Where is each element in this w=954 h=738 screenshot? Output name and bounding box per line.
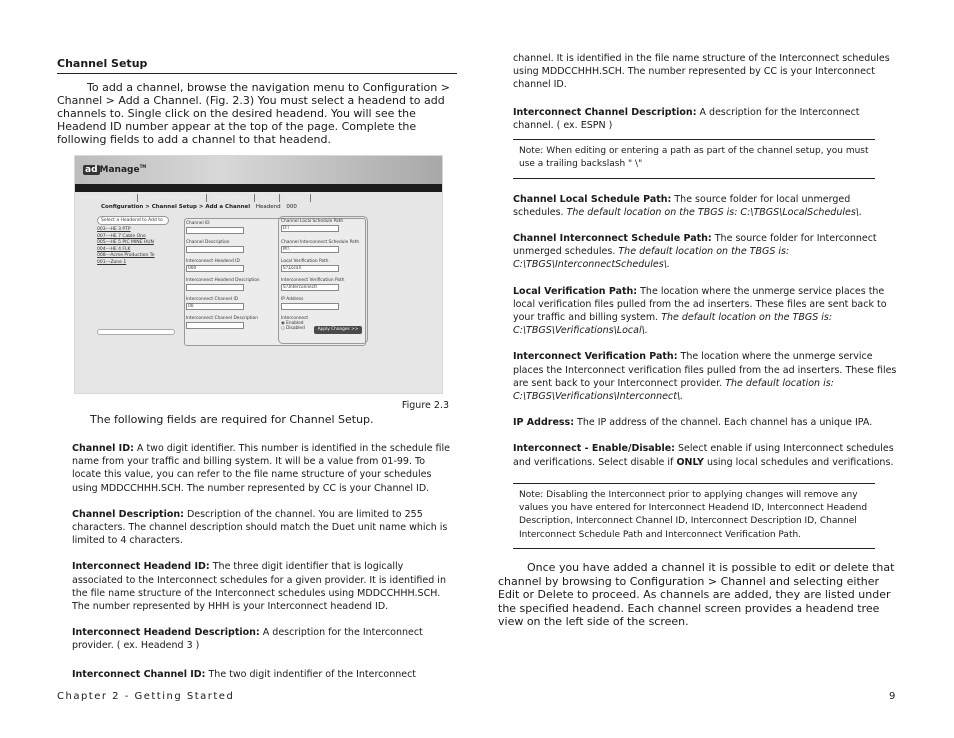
interconnect-channel-description-field[interactable]: Interconnect Channel Description [186, 316, 258, 329]
closing-paragraph: Once you have added a channel it is possible to edit or delete that channel by browsing to Configuration > Channel and selecting either Edit or Delete to proceed. As channels are added, they are listed under the specified headend. Each channel screen provides a headend tree view on the left side of the screen. [498, 561, 895, 629]
nav-item[interactable]: Alarm Management [75, 194, 138, 202]
intro-paragraph [57, 81, 457, 146]
definition-channel-id: Channel ID: A two digit identifier. This number is identified in the schedule file name from your traffic and billing system. It will be a value from 01-99. To locate this value, you can refer to the file name structure of your schedules using MDDCCHHH.SCH. The number represented by CC is your Channel ID. [72, 443, 450, 494]
nav-item[interactable]: Help [255, 194, 280, 202]
tree-node[interactable]: 003---HE 3 PTP [97, 227, 131, 232]
channel-description-field[interactable]: Channel Description [186, 240, 244, 253]
channel-id-field[interactable]: Channel ID [186, 221, 244, 234]
interconnect-headend-id-field[interactable]: Interconnect Headend ID 000 [186, 259, 244, 272]
radio-disabled[interactable]: ○ Disabled [281, 326, 305, 331]
definition-interconnect-enable-disable: Interconnect - Enable/Disable: Select enable if using Interconnect schedules and verifications. Select disable if ONLY using local schedules and verifications. [513, 443, 894, 468]
figure-caption: Figure 2.3 [401, 400, 449, 411]
ip-address-field[interactable]: IP Address [281, 297, 339, 310]
definition-interconnect-headend-description: Interconnect Headend Description: A description for the Interconnect provider. ( ex. Headend 3 ) [72, 627, 423, 652]
admanage-logo: ad Manage™ [85, 164, 147, 175]
page-number: 9 [889, 691, 896, 702]
definition-interconnect-channel-description: Interconnect Channel Description: A description for the Interconnect channel. ( ex. ESPN ) [513, 106, 860, 131]
nav-item[interactable]: Logout [280, 194, 311, 202]
figure-breadcrumb: Configuration > Channel Setup > Add a Channel Headend 000 [101, 204, 297, 210]
interconnect-channel-id-field[interactable]: Interconnect Channel ID 00 [186, 297, 244, 310]
definition-continued: channel. It is identified in the file name structure of the Interconnect schedules using MDDCCHHH.SCH. The number represented by CC is your Interconnect channel ID. [513, 53, 890, 91]
definition-local-verification-path: Local Verification Path: The location where the unmerge service places the local verification files pulled from the ad inserters. These files are sent back to your traffic and billing system. The default location on the TBGS is: C:\TBGS\Verifications\Local\. [513, 285, 887, 337]
figure-nav-bar [75, 184, 442, 201]
apply-changes-button[interactable]: Apply Changes >> [314, 326, 362, 334]
definition-channel-local-schedule-path: Channel Local Schedule Path: The source folder for local unmerged schedules. The default location on the TBGS is: C:\TBGS\LocalSchedules\. [513, 193, 862, 218]
radio-enabled[interactable]: ◉ Enabled [281, 321, 304, 326]
intro-text: To add a channel, browse the navigation menu to Configuration > Channel > Add a Channel. (Fig. 2.3) You must select a headend to add channels to. Single click on the desired headend. You will see the Headend ID number appear at the top of the page. Complete the following fields to add a channel to that headend. [57, 81, 450, 146]
tree-scrollbar[interactable] [97, 329, 175, 335]
definition-interconnect-channel-id: Interconnect Channel ID: The two digit indentifier of the Interconnect [72, 668, 417, 680]
local-verification-path-field[interactable]: Local Verification Path S:\Local\ [281, 259, 339, 272]
figure-screenshot [74, 155, 443, 394]
section-title: Channel Setup [57, 52, 457, 74]
left-column [57, 52, 457, 681]
tree-node[interactable]: 001---Zone 1 [97, 259, 127, 265]
headend-tree [97, 216, 175, 266]
channel-local-schedule-path-field[interactable]: Channel Local Schedule Path D:\ [281, 219, 344, 231]
nav-item[interactable]: Configuration [207, 194, 255, 202]
note-trailing-backslash: Note: When editing or entering a path as part of the channel setup, you must use a trailing backslash " \" [513, 139, 875, 179]
definition-interconnect-verification-path: Interconnect Verification Path: The location where the unmerge service places the Interconnect verification files pulled from the ad inserters. These files are sent back to your Interconnect provider. The default location is: C:\TBGS\Verifications\Interconnect\. [513, 351, 897, 403]
note-disabling-interconnect: Note: Disabling the Interconnect prior to applying changes will remove any values you have entered for Interconnect Headend ID, Interconnect Headend Description, Interconnect Channel ID, Interconnect Description ID, Channel Interconnect Schedule Path and Interconnect Verification Path. [513, 483, 875, 549]
interconnect-verification-path-field[interactable]: Interconnect Verification Path S:\Interconnect\ [281, 278, 345, 290]
tree-node[interactable]: 007---HE 7 Cable One [97, 233, 146, 239]
definition-channel-interconnect-schedule-path: Channel Interconnect Schedule Path: The source folder for Interconnect unmerged schedules. The default location on the TBGS is: C:\TBGS\InterconnectSchedules\. [513, 233, 877, 271]
tree-node[interactable]: 004---HE 4 FLK [97, 246, 131, 252]
definition-interconnect-headend-id: Interconnect Headend ID: The three digit identifier that is logically associated to the Interconnect schedules for a given provider. It is identified in the file name structure of the Interconnect schedules using MDDCCHHH.SCH. The number represented by HHH is your Interconnect headend ID. [72, 561, 446, 613]
definition-ip-address: IP Address: The IP address of the channel. Each channel has a unique IPA. [513, 417, 873, 429]
chapter-footer: Chapter 2 - Getting Started [57, 691, 235, 702]
headend-select[interactable]: Select a Headend to Add to [97, 216, 169, 225]
interconnect-headend-description-field[interactable]: Interconnect Headend Description [186, 278, 260, 291]
tree-node[interactable]: 008---Acme Production Te [97, 253, 155, 258]
right-column [498, 52, 898, 629]
required-fields-text: The following fields are required for Channel Setup. [90, 413, 374, 426]
tree-node[interactable]: 005---HE 5 PIC MINE HUN [97, 240, 154, 245]
definition-channel-description: Channel Description: Description of the channel. You are limited to 255 characters. The channel description should match the Duet unit name which is limited to 4 characters. [72, 508, 448, 547]
channel-interconnect-schedule-path-field[interactable]: Channel Interconnect Schedule Path M:\ [281, 240, 360, 252]
nav-item[interactable]: Content Management [138, 194, 206, 202]
interconnect-radio-group: Interconnect ◉ Enabled ○ Disabled [281, 316, 309, 331]
